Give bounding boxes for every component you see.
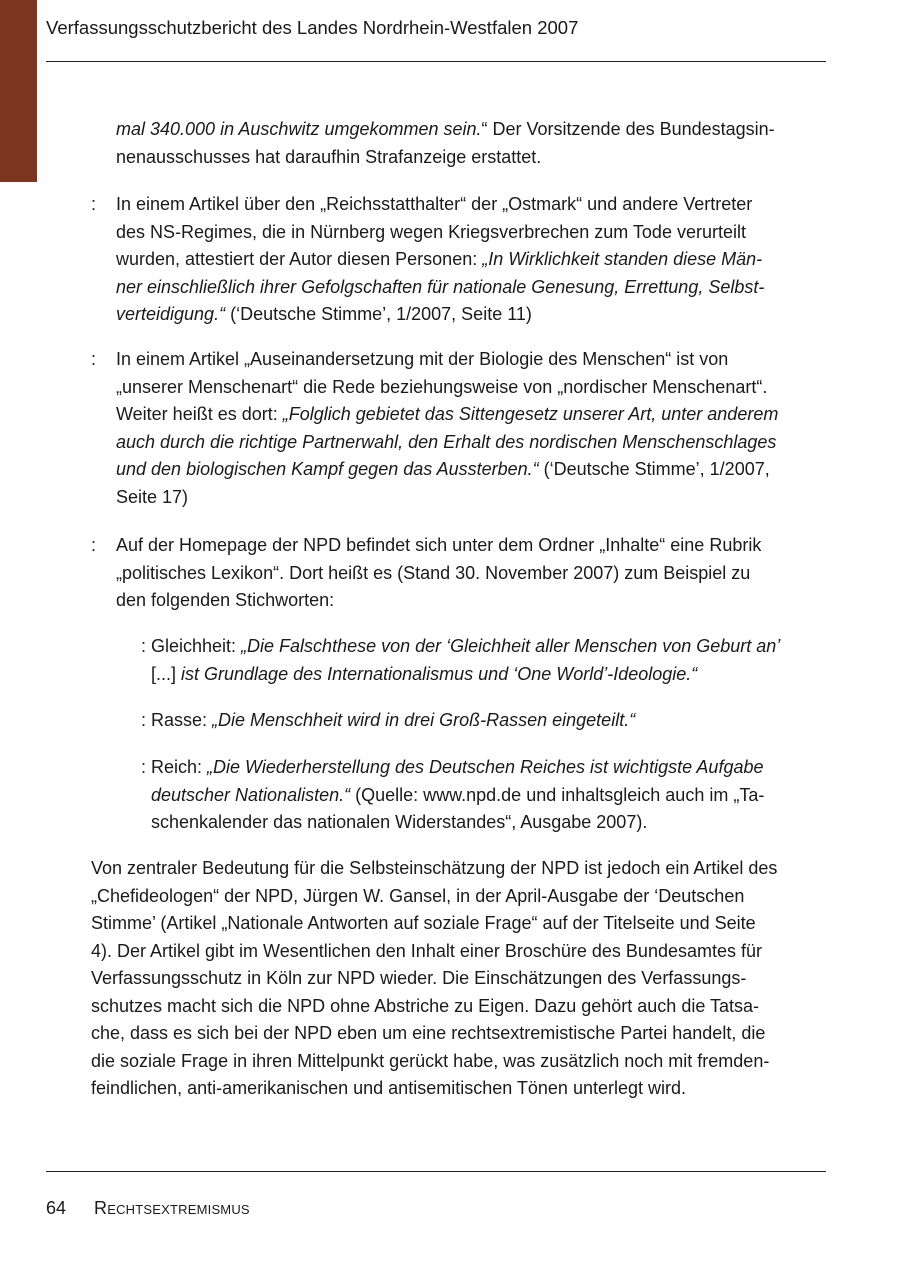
bullet-line: Weiter heißt es dort: (116, 404, 283, 424)
paragraph-line: che, dass es sich bei der NPD eben um eine rechtsextremistische Partei handelt, die (91, 1023, 766, 1043)
bullet-line: „unserer Menschenart“ die Rede beziehungsweise von „nordischer Menschenart“. (116, 376, 768, 397)
bullet-line: In einem Artikel über den „Reichsstatthalter“ der „Ostmark“ und andere Vertreter (116, 194, 753, 214)
bullet-source: Seite 17) (116, 486, 189, 507)
bullet-marker: : (91, 194, 97, 214)
paragraph-line: „Chefideologen“ der NPD, Jürgen W. Gansel, in der April-Ausgabe der ‘Deutschen (91, 885, 745, 906)
bullet-quote: ner einschließlich ihrer Gefolgschaften für nationale Genesung, Errettung, Selbst- (116, 276, 765, 297)
bullet-item-biologie (116, 346, 836, 511)
bullet-quote: „Folglich gebietet das Sittengesetz unserer Art, unter anderem (282, 404, 779, 424)
bullet-item-homepage (116, 532, 836, 615)
continuation-paragraph (116, 116, 836, 171)
sub-item-text: schenkalender das nationalen Widerstandes“, Ausgabe 2007). (151, 812, 648, 832)
page-number: 64 (46, 1198, 67, 1218)
sub-item-rasse (151, 707, 841, 735)
sub-item-label: Reich: (151, 757, 208, 777)
bullet-item-reichsstatthalter (116, 191, 836, 329)
bullet-line: „politisches Lexikon“. Dort heißt es (Stand 30. November 2007) zum Beispiel zu (116, 562, 751, 583)
sub-item-reich (151, 754, 841, 837)
sub-item-label: Gleichheit: (151, 636, 242, 656)
sub-bullet-marker: : (141, 710, 147, 730)
bullet-quote: und den biologischen Kampf gegen das Aussterben.“ (116, 459, 539, 479)
chapter-color-bar (0, 0, 37, 182)
sub-item-quote: deutscher Nationalisten.“ (151, 784, 351, 805)
paragraph-line: die soziale Frage in ihren Mittelpunkt gerückt habe, was zusätzlich noch mit fremden- (91, 1050, 770, 1071)
sub-item-text: (Quelle: www.npd.de und inhaltsgleich auch im „Ta- (350, 784, 765, 805)
paragraph-line: Stimme’ (Artikel „Nationale Antworten auf soziale Frage“ auf der Titelseite und Seite (91, 913, 756, 933)
paragraph-line: Von zentraler Bedeutung für die Selbsteinschätzung der NPD ist jedoch ein Artikel des (91, 858, 778, 878)
bullet-marker: : (91, 349, 97, 369)
footer-section-title: Rechtsextremismus (94, 1198, 250, 1218)
continuation-quote: mal 340.000 in Auschwitz umgekommen sein. (116, 119, 482, 139)
sub-bullet-marker: : (141, 757, 147, 777)
sub-item-quote: „Die Wiederherstellung des Deutschen Reiches ist wichtigste Aufgabe (207, 757, 764, 777)
continuation-line-2: nenausschusses hat daraufhin Strafanzeige erstattet. (116, 146, 542, 167)
bullet-marker: : (91, 535, 97, 555)
bullet-source: (‘Deutsche Stimme’, 1/2007, Seite 11) (225, 304, 532, 324)
sub-item-quote: ist Grundlage des Internationalismus und ‘One World’-Ideologie.“ (181, 663, 698, 684)
footer-divider (46, 1171, 826, 1172)
sub-item-text: [...] (151, 663, 182, 684)
bullet-line: den folgenden Stichworten: (116, 590, 335, 610)
bullet-line: wurden, attestiert der Autor diesen Personen: (116, 249, 483, 269)
sub-item-gleichheit (151, 633, 841, 688)
continuation-text: “ Der Vorsitzende des Bundestagsin- (481, 119, 775, 139)
page-header-title: Verfassungsschutzbericht des Landes Nordrhein-Westfalen 2007 (46, 17, 579, 38)
bullet-source: (‘Deutsche Stimme’, 1/2007, (538, 459, 770, 479)
sub-item-quote: „Die Falschthese von der ‘Gleichheit aller Menschen von Geburt an’ (241, 636, 781, 656)
paragraph-line: 4). Der Artikel gibt im Wesentlichen den Inhalt einer Broschüre des Bundesamtes für (91, 940, 763, 961)
bullet-quote: „In Wirklichkeit standen diese Män- (482, 249, 763, 269)
header-divider (46, 61, 826, 62)
bullet-line: des NS-Regimes, die in Nürnberg wegen Kriegsverbrechen zum Tode verurteilt (116, 221, 746, 242)
paragraph-line: feindlichen, anti-amerikanischen und antisemitischen Tönen unterlegt wird. (91, 1078, 687, 1098)
closing-paragraph (91, 855, 836, 1103)
bullet-line: In einem Artikel „Auseinandersetzung mit der Biologie des Menschen“ ist von (116, 349, 729, 369)
paragraph-line: schutzes macht sich die NPD ohne Abstriche zu Eigen. Dazu gehört auch die Tatsa- (91, 995, 760, 1016)
sub-item-label: Rasse: (151, 710, 213, 730)
sub-bullet-marker: : (141, 636, 147, 656)
bullet-line: Auf der Homepage der NPD befindet sich unter dem Ordner „Inhalte“ eine Rubrik (116, 535, 762, 555)
sub-item-quote: „Die Menschheit wird in drei Groß-Rassen eingeteilt.“ (212, 710, 636, 730)
bullet-quote: auch durch die richtige Partnerwahl, den Erhalt des nordischen Menschenschlages (116, 431, 777, 452)
bullet-quote: verteidigung.“ (116, 304, 226, 324)
paragraph-line: Verfassungsschutz in Köln zur NPD wieder. Die Einschätzungen des Verfassungs- (91, 968, 747, 988)
